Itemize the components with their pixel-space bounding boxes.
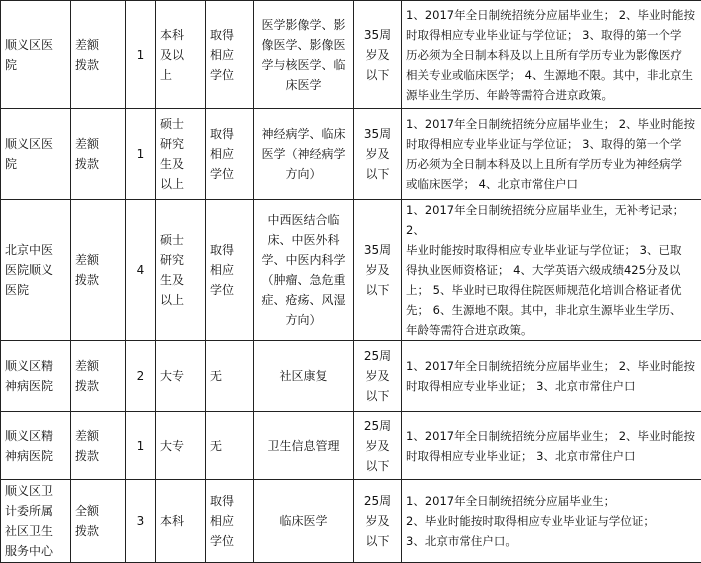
requirements-text: 1、2017年全日制统招统分应届毕业生； 2、毕业时能按时取得相应专业毕业证与学位证； 3、北京市常住户口。 <box>406 491 697 551</box>
count-cell <box>126 341 156 412</box>
count-text: 1 <box>130 144 151 164</box>
count-cell <box>126 109 156 200</box>
age-text: 35周 岁及 以下 <box>358 240 397 300</box>
count-cell <box>126 1 156 109</box>
hospital-text: 顺义区精 神病医院 <box>5 356 66 396</box>
table-row <box>1 200 701 341</box>
age-text: 35周 岁及 以下 <box>358 25 397 85</box>
hospital-cell <box>1 341 71 412</box>
table-row <box>1 109 701 200</box>
degree-text: 取得 相应 学位 <box>210 124 249 184</box>
funding-text: 差额 拨款 <box>75 250 121 290</box>
age-cell <box>354 480 402 563</box>
major-text: 神经病学、临床 医学（神经病学 方向） <box>258 124 349 184</box>
funding-text: 差额 拨款 <box>75 35 121 75</box>
hospital-text: 顺义区卫 计委所属 社区卫生 服务中心 <box>5 481 66 561</box>
requirements-text: 1、2017年全日制统招统分应届毕业生； 2、毕业时能按 时取得相应专业毕业证与学位证； 3、取得的第一个学 历必须为全日制本科及以上且所有学历专业为神经病学 或临床医学； 4、北京市常住户口 <box>406 114 697 194</box>
age-cell <box>354 341 402 412</box>
education-cell <box>156 109 206 200</box>
degree-cell <box>206 480 254 563</box>
education-cell <box>156 341 206 412</box>
degree-text: 无 <box>210 436 249 456</box>
requirements-cell <box>402 341 701 412</box>
hospital-text: 顺义区医 院 <box>5 35 66 75</box>
education-text: 硕士 研究 生及 以上 <box>160 114 201 194</box>
education-cell <box>156 200 206 341</box>
count-text: 1 <box>130 436 151 456</box>
degree-cell <box>206 1 254 109</box>
major-text: 临床医学 <box>258 511 349 531</box>
hospital-cell <box>1 200 71 341</box>
major-cell <box>254 109 354 200</box>
education-text: 大专 <box>160 436 201 456</box>
age-cell <box>354 200 402 341</box>
count-text: 1 <box>130 45 151 65</box>
funding-cell <box>71 341 126 412</box>
age-text: 25周 岁及 以下 <box>358 416 397 476</box>
funding-text: 全额 拨款 <box>75 501 121 541</box>
requirements-cell <box>402 412 701 480</box>
requirements-cell <box>402 109 701 200</box>
age-cell <box>354 109 402 200</box>
funding-cell <box>71 480 126 563</box>
degree-cell <box>206 200 254 341</box>
requirements-text: 1、2017年全日制统招统分应届毕业生，无补考记录； 2、 毕业时能按时取得相应专业毕业证与学位证； 3、已取 得执业医师资格证； 4、大学英语六级成绩425分及以 上； 5、毕业时已取得住院医师规范化培训合格证者优 先； 6、生源地不限。其中，非北京生源毕业生学历、 年龄等需符合进京政策。 <box>406 200 697 340</box>
age-text: 35周 岁及 以下 <box>358 124 397 184</box>
degree-cell <box>206 109 254 200</box>
hospital-text: 顺义区医 院 <box>5 134 66 174</box>
major-text: 社区康复 <box>258 366 349 386</box>
requirements-cell <box>402 200 701 341</box>
funding-cell <box>71 1 126 109</box>
major-text: 医学影像学、影 像医学、影像医 学与核医学、临 床医学 <box>258 15 349 95</box>
hospital-text: 顺义区精 神病医院 <box>5 426 66 466</box>
major-cell <box>254 480 354 563</box>
age-cell <box>354 412 402 480</box>
funding-text: 差额 拨款 <box>75 356 121 396</box>
count-text: 4 <box>130 260 151 280</box>
requirements-text: 1、2017年全日制统招统分应届毕业生； 2、毕业时能按 时取得相应专业毕业证； 3、北京市常住户口 <box>406 356 697 396</box>
funding-cell <box>71 109 126 200</box>
age-text: 25周 岁及 以下 <box>358 346 397 406</box>
count-cell <box>126 200 156 341</box>
funding-text: 差额 拨款 <box>75 426 121 466</box>
requirements-text: 1、2017年全日制统招统分应届毕业生； 2、毕业时能按 时取得相应专业毕业证与学位证； 3、取得的第一个学 历必须为全日制本科及以上且所有学历专业为影像医疗 相关专业或临床医学； 4、生源地不限。其中，非北京生 源毕业生学历、年龄等需符合进京政策。 <box>406 5 697 105</box>
age-text: 25周 岁及 以下 <box>358 491 397 551</box>
table-row <box>1 341 701 412</box>
count-text: 3 <box>130 511 151 531</box>
hospital-text: 北京中医 医院顺义 医院 <box>5 240 66 300</box>
education-cell <box>156 412 206 480</box>
hospital-cell <box>1 480 71 563</box>
major-cell <box>254 1 354 109</box>
degree-text: 取得 相应 学位 <box>210 25 249 85</box>
table-row <box>1 1 701 109</box>
degree-text: 取得 相应 学位 <box>210 240 249 300</box>
degree-text: 取得 相应 学位 <box>210 491 249 551</box>
funding-cell <box>71 200 126 341</box>
education-text: 硕士 研究 生及 以上 <box>160 230 201 310</box>
requirements-cell <box>402 1 701 109</box>
degree-cell <box>206 412 254 480</box>
degree-cell <box>206 341 254 412</box>
major-cell <box>254 341 354 412</box>
funding-text: 差额 拨款 <box>75 134 121 174</box>
requirements-cell <box>402 480 701 563</box>
major-cell <box>254 412 354 480</box>
education-cell <box>156 1 206 109</box>
major-text: 卫生信息管理 <box>258 436 349 456</box>
hospital-cell <box>1 109 71 200</box>
count-cell <box>126 412 156 480</box>
funding-cell <box>71 412 126 480</box>
education-text: 本科 及以 上 <box>160 25 201 85</box>
hospital-cell <box>1 412 71 480</box>
education-cell <box>156 480 206 563</box>
hospital-cell <box>1 1 71 109</box>
education-text: 本科 <box>160 511 201 531</box>
count-cell <box>126 480 156 563</box>
table-row <box>1 412 701 480</box>
requirements-text: 1、2017年全日制统招统分应届毕业生； 2、毕业时能按 时取得相应专业毕业证； 3、北京市常住户口 <box>406 426 697 466</box>
education-text: 大专 <box>160 366 201 386</box>
degree-text: 无 <box>210 366 249 386</box>
major-cell <box>254 200 354 341</box>
table-row <box>1 480 701 563</box>
major-text: 中西医结合临 床、中医外科 学、中医内科学 （肿瘤、急危重 症、疮疡、风湿 方向） <box>258 210 349 330</box>
age-cell <box>354 1 402 109</box>
count-text: 2 <box>130 366 151 386</box>
